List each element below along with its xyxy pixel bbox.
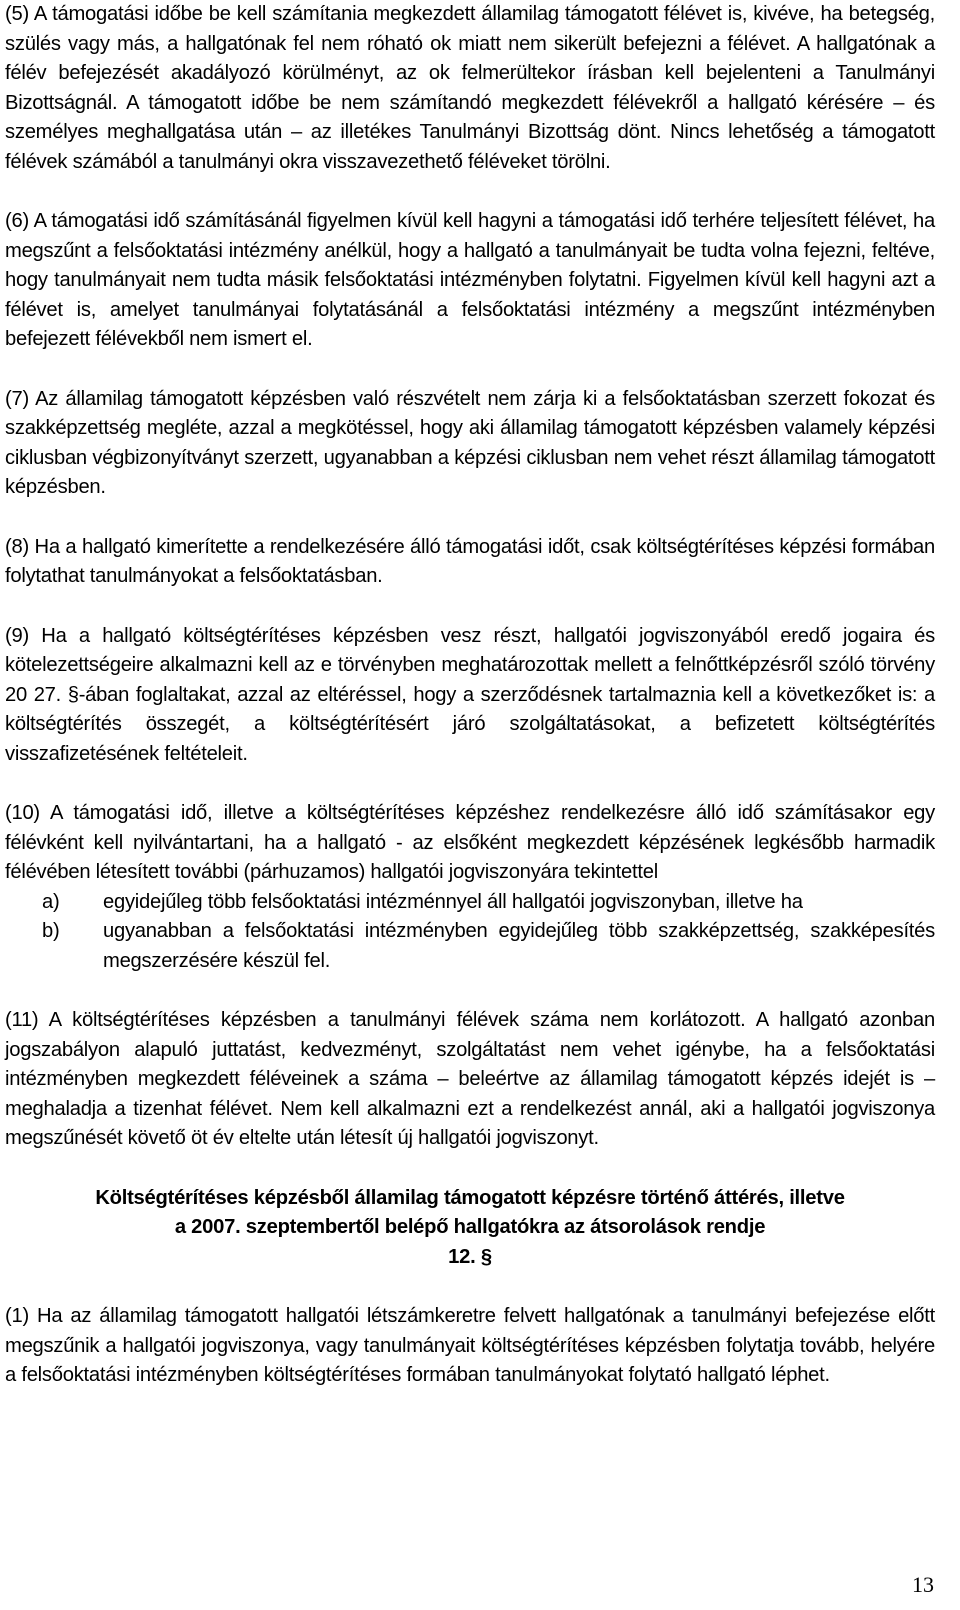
paragraph-10: (10) A támogatási idő, illetve a költségtérítéses képzéshez rendelkezésre álló idő számításakor egy félévként kell nyilvántartani, ha a hallgató - az elsőként megkezdett képzésének legkésőbb harmadik félévében létesített további (párhuzamos) hallgatói jogviszonyára tekintettel (5, 802, 935, 883)
section-heading-line-1: Költségtérítéses képzésből államilag támogatott képzésre történő áttérés, illetve (95, 1186, 845, 1209)
paragraph-9: (9) Ha a hallgató költségtérítéses képzésben vesz részt, hallgatói jogviszonyából eredő jogaira és kötelezettségeire alkalmazni kell az e törvényben meghatározottak mellett a felnőttképzésről szóló törvény 20 27. §-ában foglaltakat, azzal az eltéréssel, hogy a szerződésnek tartalmaznia kell a következőket is: a költségtérítés összegét, a költségtérítésért járó szolgáltatásokat, a befizetett költségtérítés visszafizetésének feltételeit. (5, 624, 935, 765)
list-marker: a) (42, 890, 60, 913)
page-content (5, 0, 935, 1421)
list-item-text: egyidejűleg több felsőoktatási intézménnyel áll hallgatói jogviszonyban, illetve ha (103, 890, 803, 913)
section-12-paragraph-1: (1) Ha az államilag támogatott hallgatói létszámkeretre felvett hallgatónak a tanulmányi befejezése előtt megszűnik a hallgatói jogviszonya, vagy tanulmányait költségtérítéses képzésben folytatja tovább, helyére a felsőoktatási intézményben költségtérítéses formában tanulmányokat folytató hallgató léphet. (5, 1305, 935, 1386)
list-marker: b) (42, 920, 60, 942)
paragraph-10-list (5, 888, 935, 977)
paragraph-6: (6) A támogatási idő számításánál figyelmen kívül kell hagyni a támogatási idő terhére teljesített félévet, ha megszűnt a felsőoktatási intézmény anélkül, hogy a hallgató a tanulmányait be tudta volna fejezni, feltéve, hogy tanulmányait nem tudta másik felsőoktatási intézményben folytatni. Figyelmen kívül kell hagyni azt a félévet is, amelyet tanulmányai folytatásánál a felsőoktatási intézmény a megszűnt intézményben befejezett félévekből nem ismert el. (5, 210, 935, 350)
section-12-heading (5, 1184, 935, 1273)
paragraph-11: (11) A költségtérítéses képzésben a tanulmányi félévek száma nem korlátozott. A hallgató azonban jogszabályon alapuló juttatást, kedvezményt, szolgáltatást nem vehet igénybe, ha a felsőoktatási intézményben megkezdett féléveinek a száma – beleértve az államilag támogatott képzés idejét is – meghaladja a tizenhat félévet. Nem kell alkalmazni ezt a rendelkezést annál, aki a hallgatói jogviszonya megszűnését követő öt év eltelte után létesít új hallgatói jogviszonyt. (5, 1009, 935, 1149)
list-item (5, 888, 935, 918)
section-heading-line-2: a 2007. szeptembertől belépő hallgatókra az átsorolások rendje (174, 1216, 766, 1238)
list-item-text: ugyanabban a felsőoktatási intézményben egyidejűleg több szakképzettség, szakképesítés megszerzésére készül fel. (103, 920, 935, 972)
paragraph-7: (7) Az államilag támogatott képzésben való részvételt nem zárja ki a felsőoktatásban szerzett fokozat és szakképzettség megléte, azzal a megkötéssel, hogy aki államilag támogatott képzésben valamely képzési ciklusban végbizonyítványt szerzett, ugyanabban a képzési ciklusban nem vehet részt államilag támogatott képzésben. (5, 387, 935, 498)
paragraph-8: (8) Ha a hallgató kimerítette a rendelkezésére álló támogatási időt, csak költségtérítéses képzési formában folytathat tanulmányokat a felsőoktatásban. (5, 535, 935, 587)
paragraph-5: (5) A támogatási időbe be kell számítania megkezdett államilag támogatott félévet is, kivéve, ha betegség, szülés vagy más, a hallgatónak fel nem róható ok miatt nem sikerült befejezni a félévet. A hallgatónak a félév befejezését akadályozó körülményt, az ok felmerültekor írásban kell bejelenteni a Tanulmányi Bizottságnál. A támogatott időbe be nem számítandó megkezdett félévekről a hallgató kérésére – és személyes meghallgatása után – az illetékes Tanulmányi Bizottság dönt. Nincs lehetőség a támogatott félévek számából a tanulmányi okra visszavezethető féléveket törölni. (5, 3, 935, 173)
page-number: 13 (912, 1572, 934, 1597)
list-item (5, 917, 935, 976)
section-number: 12. § (448, 1245, 492, 1268)
